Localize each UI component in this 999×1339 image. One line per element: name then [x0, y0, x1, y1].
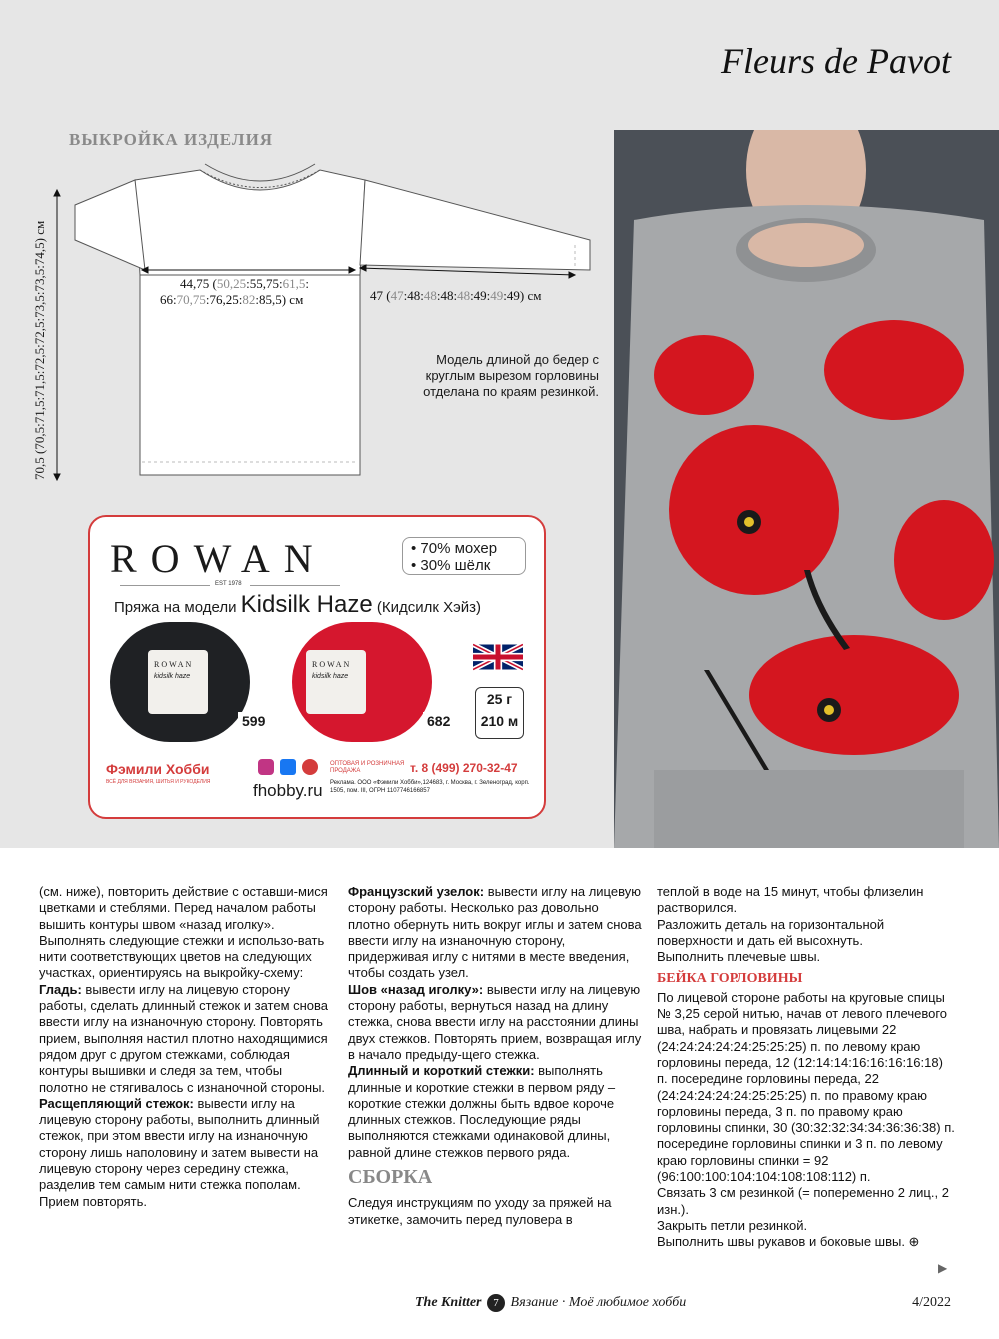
- sweater-photo-illustration: [614, 130, 999, 848]
- yarn-ball-red: [292, 622, 451, 742]
- width-a-grey2: 61,5: [282, 276, 306, 291]
- neckband-heading: БЕЙКА ГОРЛОВИНЫ: [657, 971, 803, 987]
- column-3: [657, 884, 957, 1251]
- sleeve-a: 47 (: [370, 288, 391, 303]
- yarn-line: [114, 591, 481, 619]
- color-code-682: 682: [423, 712, 454, 730]
- sleeve-grey1: 47: [390, 288, 404, 303]
- color-code-599: 599: [238, 712, 269, 730]
- est-line-left: [120, 585, 210, 586]
- sleeve-mid2: :48:: [436, 288, 458, 303]
- globe-icon[interactable]: [302, 759, 318, 775]
- model-photo: [614, 130, 999, 848]
- issue-number: 4/2022: [912, 1295, 951, 1310]
- column-1: [39, 884, 334, 1210]
- yarn-ru: (Кидсилк Хэйз): [376, 599, 481, 616]
- phone: т. 8 (499) 270-32-47: [410, 761, 518, 775]
- c1-p0-text: (см. ниже), повторить действие с оставши-мися цветками и стеблями. Перед началом работы вышить контуры швом «назад иголку».: [39, 884, 328, 932]
- sleeve-dim: [370, 288, 541, 304]
- sweater-schema: [30, 150, 620, 500]
- uk-flag-icon: [473, 640, 523, 674]
- est-text: EST 1978: [215, 581, 242, 587]
- sale-text: ОПТОВАЯ И РОЗНИЧНАЯ ПРОДАЖА: [330, 761, 405, 774]
- c1-p3-text: вывести иглу на лицевую сторону работы, выполнить длинный стежок, при этом ввести иглу на изнаночную сторону лишь наполовину и затем вывести на лицевую сторону через середину стежка, разделив тем самым нити стежка пополам.: [39, 1095, 320, 1193]
- sleeve-end: :49) см: [503, 288, 542, 303]
- yarn-prefix: Пряжа на модели: [114, 599, 237, 616]
- column-2: [348, 884, 643, 1228]
- page-title: Fleurs de Pavot: [721, 41, 951, 81]
- c1-p2-text: вывести иглу на лицевую сторону работы, сделать длинный стежок и затем снова ввести иглу на изнаночную сторону. Повторять прием, выполняя настил плотно находящимися рядом друг с другом стежками, соблюдая контуры вышивки и следя за тем, чтобы полотно не стягивалось с изнаночной стороны.: [39, 981, 329, 1095]
- c1-p4: [39, 1194, 334, 1210]
- c2-after: Следуя инструкциям по уходу за пряжей на этикетке, замочить перед пуловера в: [348, 1195, 612, 1227]
- width-b-end: :85,5) см: [255, 292, 304, 307]
- tagline: Вязание · Моё любимое хобби: [510, 1295, 687, 1310]
- band-text-red: kidsilk haze: [312, 673, 349, 680]
- band-brand-black: ROWAN: [154, 660, 194, 669]
- sleeve-grey3: 48: [457, 288, 471, 303]
- c2-p0-term: Французский узелок:: [348, 884, 485, 899]
- width-b-grey2: 82: [242, 292, 256, 307]
- width-dim-line2: [160, 292, 303, 308]
- ad-footer: [98, 755, 534, 811]
- page-number: 7: [487, 1294, 505, 1312]
- composition-mohair: • 70% мохер: [411, 540, 498, 557]
- c2-p1: [348, 982, 643, 1063]
- sleeve-mid3: :49:: [470, 288, 491, 303]
- c3-top-2: Выполнить плечевые швы.: [657, 949, 821, 965]
- yarn-label-black: [148, 650, 208, 714]
- c1-p2: [39, 982, 334, 1096]
- section-label: ВЫКРОЙКА ИЗДЕЛИЯ: [69, 130, 274, 149]
- length-dim: 70,5 (70,5:71,5:71,5:72,5:72,5:73,5:73,5:74,5) см: [32, 220, 47, 480]
- weight: 25 г: [486, 691, 513, 707]
- shop-sub: ВСЁ ДЛЯ ВЯЗАНИЯ, ШИТЬЯ И РУКОДЕЛИЯ: [106, 779, 211, 785]
- sleeve-mid1: :48:: [403, 288, 424, 303]
- c1-p2-term: Гладь:: [39, 981, 82, 997]
- width-b-mid: :76,25:: [205, 292, 243, 307]
- c1-p1-text: Выполнять следующие стежки и использо-вать нити соответствующих цветов на следующих участках, ориентируясь на выкройку-схему:: [39, 932, 325, 981]
- model-caption: Модель длиной до бедер с круглым вырезом горловины отделана по краям резинкой.: [423, 352, 599, 399]
- c3-body-2: Закрыть петли резинкой.: [657, 1217, 808, 1233]
- c1-p3: [39, 1096, 334, 1194]
- c2-p1-text: вывести иглу на лицевую сторону работы, вернуться назад на длину стежка, снова ввести иглу на расстоянии длины двух стежков. Повторять прием, возвращая иглу в начало предыду-щего стежка.: [348, 981, 642, 1062]
- width-dim-line1: 44,75 (50,25:55,75:61,5:: [180, 276, 309, 291]
- shop-site[interactable]: fhobby.ru: [253, 781, 323, 800]
- yarn-ball-black: [110, 622, 266, 742]
- width-a-end: :: [305, 276, 309, 291]
- c3-top-1: Разложить деталь на горизонтальной поверхности и дать ей высохнуть.: [657, 916, 885, 948]
- c3-body-1: Связать 3 см резинкой (= попеременно 2 лиц., 2 изн.).: [657, 1185, 949, 1217]
- legal-text: Реклама. ООО «Фэмили Хобби»,124683, г. Москва, г. Зеленоград, корп. 1505, пом. III, ОГРН 1107746166857: [330, 780, 530, 794]
- assembly-heading: СБОРКА: [348, 1166, 433, 1189]
- width-a-grey1: 50,25: [216, 276, 247, 291]
- c2-p2-text: выполнять длинные и короткие стежки в первом ряду – короткие стежки должны быть вдвое короче длинных стежков. Последующие ряды выполняются стежками одинаковой длины, равной длине стежков первого ряда.: [348, 1063, 616, 1160]
- weight-length-box: [475, 687, 524, 739]
- yarn-name: Kidsilk Haze: [240, 591, 373, 618]
- footer: [415, 1294, 686, 1312]
- c1-p0: [39, 884, 334, 933]
- est-line-right: [250, 585, 340, 586]
- c3-body-0: По лицевой стороне работы на круговые спицы № 3,25 серой нитью, начав от левого плечевого шва, набрать и провязать лицевыми 22 (24:24:24:24:24:25:25:25) п. по левому краю горловины переда, 12 (12:14:14:16:16:16:16:18) п. посередине горловины переда, 22 (24:24:24:24:24:25:25:25) п. по правому краю горловины переда, 3 п. по правому краю горловины спинки, 30 (30:32:32:34:34:36:36:38) п. посередине горловины спинки и 3 п. по левому краю горловины спинки = 92 (96:100:100:104:104:108:108:112) п.: [657, 989, 955, 1185]
- width-b: 66:: [160, 292, 177, 307]
- length: 210 м: [480, 713, 519, 729]
- width-b-grey1: 70,75: [176, 292, 206, 307]
- band-brand-red: ROWAN: [312, 660, 352, 669]
- c2-p2-term: Длинный и короткий стежки:: [348, 1063, 535, 1079]
- magazine-name: The Knitter: [415, 1295, 482, 1310]
- yarn-ad: [88, 515, 546, 819]
- yarn-label-red: [306, 650, 366, 714]
- composition-box: [402, 537, 526, 575]
- c1-p3-term: Расщепляющий стежок:: [39, 1095, 194, 1111]
- facebook-icon[interactable]: [280, 759, 296, 775]
- c2-p1-term: Шов «назад иголку»:: [348, 981, 484, 997]
- c3-top-0: теплой в воде на 15 минут, чтобы флизелин растворился.: [657, 884, 924, 916]
- sleeve-grey2: 48: [423, 288, 437, 303]
- next-page-arrow-icon[interactable]: ▶: [938, 1261, 948, 1275]
- width-a-rest: :55,75:: [246, 276, 283, 291]
- rowan-logo: ROWAN: [110, 536, 327, 581]
- c1-p1: [39, 933, 334, 982]
- c3-body-3: Выполнить швы рукавов и боковые швы. ⊕: [657, 1234, 920, 1250]
- c2-p2: [348, 1063, 643, 1161]
- instagram-icon[interactable]: [258, 759, 274, 775]
- c1-p4-text: Прием повторять.: [39, 1193, 148, 1209]
- band-text-black: kidsilk haze: [154, 673, 191, 680]
- c2-p0: [348, 884, 643, 982]
- c2-p0-text: вывести иглу на лицевую сторону работы. Несколько раз довольно плотно обернуть нить вокруг иглы и затем снова ввести иглу на изнаночную сторону, придерживая иглу с нитями в месте введения, чтобы создать узел.: [348, 884, 642, 981]
- shop-name: Фэмили Хобби: [106, 761, 210, 777]
- sleeve-grey4: 49: [490, 288, 504, 303]
- composition-silk: • 30% шёлк: [411, 557, 491, 574]
- width-a: 44,75: [180, 276, 210, 291]
